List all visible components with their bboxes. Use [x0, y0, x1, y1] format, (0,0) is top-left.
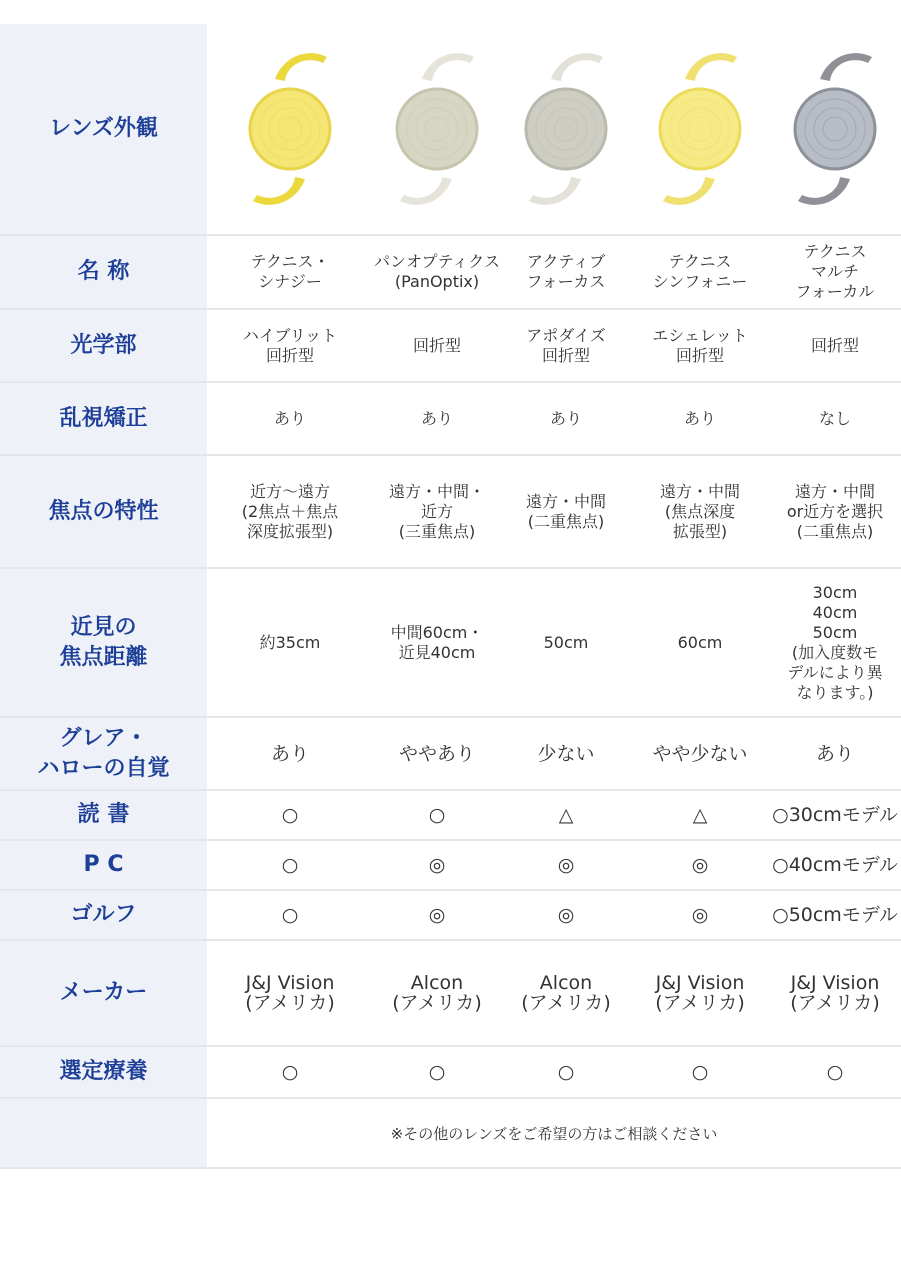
- table-cell: [207, 456, 373, 567]
- table-cell: [501, 941, 631, 1045]
- table-cell: [631, 569, 769, 716]
- row-header-label: レンズ外観: [49, 116, 158, 141]
- lens-lower-haptic: [529, 177, 581, 205]
- table-row: [0, 941, 901, 1047]
- table-cell: [631, 891, 769, 939]
- table-cell: [207, 791, 373, 839]
- table-cell: [373, 236, 501, 308]
- table-cell: [769, 841, 901, 889]
- table-cell-text: △: [692, 804, 708, 826]
- table-cell-text: ○: [428, 1061, 446, 1083]
- table-cell: [501, 310, 631, 381]
- table-cell-text: 回折型: [810, 335, 859, 355]
- table-cell: [769, 310, 901, 381]
- table-cell: [501, 791, 631, 839]
- table-cell-text: ○50cmモデル: [772, 904, 898, 926]
- table-cell: [373, 1047, 501, 1097]
- row-cells: [207, 841, 901, 889]
- row-header: [0, 1047, 207, 1097]
- table-cell: [207, 383, 373, 454]
- table-cell: [501, 383, 631, 454]
- table-cell: [769, 456, 901, 567]
- row-header: [0, 456, 207, 567]
- table-cell: [631, 310, 769, 381]
- row-header: [0, 718, 207, 789]
- lens-optic: [397, 89, 477, 169]
- table-cell-text: ○: [281, 804, 299, 826]
- table-cell: [769, 941, 901, 1045]
- row-header: [0, 791, 207, 839]
- table-cell-text: ○: [691, 1061, 709, 1083]
- lens-comparison-table: [0, 24, 901, 1169]
- row-header: [0, 310, 207, 381]
- table-cell: [769, 236, 901, 308]
- row-header: [0, 941, 207, 1045]
- row-cells: [207, 1047, 901, 1097]
- row-header-label: 選定療養: [59, 1059, 148, 1084]
- table-cell: [373, 891, 501, 939]
- table-cell-text: ○: [428, 804, 446, 826]
- row-header-label: ゴルフ: [70, 902, 137, 927]
- row-cells: [207, 456, 901, 567]
- table-cell-text: アポダイズ 回折型: [526, 325, 606, 365]
- table-cell-text: テクニス マルチ フォーカル: [795, 242, 875, 301]
- table-cell: [631, 718, 769, 789]
- table-cell-text: なし: [818, 408, 851, 428]
- table-cell: [207, 841, 373, 889]
- table-cell-text: ○30cmモデル: [772, 804, 898, 826]
- row-cells: [207, 383, 901, 454]
- table-cell: [501, 1047, 631, 1097]
- table-cell-text: あり: [549, 408, 582, 428]
- table-cell: [769, 718, 901, 789]
- note-text: ※その他のレンズをご希望の方はご相談ください: [390, 1124, 718, 1143]
- table-cell-text: 30cm 40cm 50cm (加入度数モ デルにより異 なります。): [787, 582, 883, 702]
- lens-optic: [660, 89, 740, 169]
- table-cell-text: J&J Vision (アメリカ): [790, 972, 880, 1014]
- table-cell-text: ◎: [557, 904, 575, 926]
- table-cell-text: ○: [826, 1061, 844, 1083]
- table-cell: [373, 841, 501, 889]
- table-cell-text: ◎: [428, 854, 446, 876]
- row-cells: [207, 236, 901, 308]
- table-row: [0, 456, 901, 569]
- row-header: [0, 383, 207, 454]
- table-cell-text: J&J Vision (アメリカ): [245, 972, 335, 1014]
- table-cell: [207, 1047, 373, 1097]
- table-cell: [207, 891, 373, 939]
- row-header-label: 焦点の特性: [48, 498, 159, 524]
- table-cell: [373, 941, 501, 1045]
- table-cell-text: 中間60cm・ 近見40cm: [390, 622, 484, 662]
- intraocular-lens-image: [382, 39, 492, 219]
- table-cell-text: ◎: [691, 854, 709, 876]
- table-row: [0, 891, 901, 941]
- table-row: [0, 236, 901, 310]
- intraocular-lens-image: [511, 39, 621, 219]
- row-cells: [207, 718, 901, 789]
- table-cell: [769, 791, 901, 839]
- intraocular-lens-image: [235, 39, 345, 219]
- table-cell: [373, 310, 501, 381]
- row-cells: [207, 310, 901, 381]
- table-cell-text: あり: [270, 742, 309, 765]
- table-cell: [631, 941, 769, 1045]
- lens-image-cell: [631, 24, 769, 234]
- lens-upper-haptic: [820, 53, 872, 81]
- table-cell: [631, 383, 769, 454]
- table-row: [0, 24, 901, 236]
- table-cell-text: 遠方・中間 or近方を選択 (二重焦点): [786, 481, 884, 541]
- table-cell-text: あり: [683, 408, 716, 428]
- lens-image-cell: [373, 24, 501, 234]
- lens-image-cell: [769, 24, 901, 234]
- table-cell-text: ◎: [557, 854, 575, 876]
- table-cell: [207, 569, 373, 716]
- note-row: [0, 1099, 901, 1169]
- table-cell: [769, 383, 901, 454]
- table-cell: [207, 718, 373, 789]
- row-header: [0, 236, 207, 308]
- row-header: [0, 24, 207, 234]
- table-cell: [501, 891, 631, 939]
- lens-upper-haptic: [275, 53, 327, 81]
- row-cells: [207, 569, 901, 716]
- table-cell: [373, 718, 501, 789]
- row-header-label: 光学部: [70, 332, 137, 358]
- lens-lower-haptic: [253, 177, 305, 205]
- row-header-label: 読 書: [77, 802, 130, 827]
- table-cell-text: ○: [281, 854, 299, 876]
- table-cell-text: J&J Vision (アメリカ): [655, 972, 745, 1014]
- lens-image-cell: [207, 24, 373, 234]
- table-cell: [769, 569, 901, 716]
- table-cell-text: パンオプティクス (PanOptix): [373, 252, 501, 291]
- table-cell-text: 遠方・中間 (焦点深度 拡張型): [659, 481, 740, 541]
- row-header-label: 乱視矯正: [59, 405, 148, 431]
- row-header: [0, 841, 207, 889]
- lens-lower-haptic: [798, 177, 850, 205]
- table-cell-text: 50cm: [543, 632, 589, 652]
- row-cells: [207, 891, 901, 939]
- table-cell-text: 60cm: [677, 632, 723, 652]
- table-cell: [631, 791, 769, 839]
- table-cell-text: ○: [557, 1061, 575, 1083]
- row-header: [0, 569, 207, 716]
- lens-optic: [795, 89, 875, 169]
- row-cells: [207, 24, 901, 234]
- table-cell: [501, 236, 631, 308]
- table-cell: [373, 569, 501, 716]
- lens-optic: [250, 89, 330, 169]
- table-cell: [501, 456, 631, 567]
- table-cell-text: ○: [281, 904, 299, 926]
- table-cell: [373, 456, 501, 567]
- table-cell: [373, 383, 501, 454]
- table-cell: [501, 569, 631, 716]
- table-row: [0, 383, 901, 456]
- table-row: [0, 310, 901, 383]
- table-cell: [207, 310, 373, 381]
- lens-optic: [526, 89, 606, 169]
- table-cell: [207, 236, 373, 308]
- table-cell-text: 遠方・中間 (二重焦点): [525, 491, 606, 531]
- table-cell-text: ◎: [428, 904, 446, 926]
- table-row: [0, 569, 901, 718]
- table-cell: [501, 718, 631, 789]
- row-header-label: メーカー: [59, 980, 148, 1005]
- table-cell-text: やや少ない: [652, 742, 748, 765]
- note-row-header: [0, 1099, 207, 1167]
- table-cell: [631, 841, 769, 889]
- table-row: [0, 1047, 901, 1099]
- lens-lower-haptic: [663, 177, 715, 205]
- table-cell: [631, 456, 769, 567]
- table-cell-text: Alcon (アメリカ): [521, 972, 611, 1014]
- table-cell-text: あり: [273, 408, 306, 428]
- row-header-label: P C: [83, 852, 124, 877]
- table-cell: [769, 1047, 901, 1097]
- intraocular-lens-image: [780, 39, 890, 219]
- table-cell-text: テクニス シンフォニー: [652, 252, 748, 291]
- table-cell-text: あり: [815, 742, 854, 765]
- intraocular-lens-image: [645, 39, 755, 219]
- table-cell-text: 近方〜遠方 (2焦点＋焦点 深度拡張型): [241, 481, 339, 541]
- table-row: [0, 841, 901, 891]
- row-header-label: 近見の 焦点距離: [59, 614, 148, 670]
- table-cell-text: 少ない: [537, 742, 595, 765]
- table-cell: [631, 236, 769, 308]
- table-row: [0, 718, 901, 791]
- lens-upper-haptic: [551, 53, 603, 81]
- table-cell-text: ハイブリット 回折型: [242, 325, 338, 365]
- table-cell-text: ○40cmモデル: [772, 854, 898, 876]
- lens-upper-haptic: [422, 53, 474, 81]
- table-cell-text: Alcon (アメリカ): [392, 972, 482, 1014]
- table-cell-text: 回折型: [412, 335, 461, 355]
- row-header-label: 名 称: [77, 259, 130, 284]
- table-cell-text: ややあり: [398, 742, 475, 765]
- table-cell-text: あり: [420, 408, 453, 428]
- row-cells: [207, 791, 901, 839]
- lens-image-cell: [501, 24, 631, 234]
- table-cell: [501, 841, 631, 889]
- table-cell-text: 遠方・中間・ 近方 (三重焦点): [388, 481, 485, 541]
- table-cell-text: ◎: [691, 904, 709, 926]
- table-row: [0, 791, 901, 841]
- table-cell-text: ○: [281, 1061, 299, 1083]
- lens-lower-haptic: [400, 177, 452, 205]
- table-cell-text: アクティブ フォーカス: [526, 252, 606, 291]
- table-cell: [631, 1047, 769, 1097]
- row-header-label: グレア・ ハローの自覚: [37, 725, 170, 781]
- table-cell-text: エシェレット 回折型: [652, 325, 748, 365]
- row-header: [0, 891, 207, 939]
- table-cell: [207, 941, 373, 1045]
- table-cell-text: △: [558, 804, 574, 826]
- table-cell-text: テクニス・ シナジー: [250, 252, 330, 291]
- table-cell: [373, 791, 501, 839]
- table-cell: [769, 891, 901, 939]
- row-cells: [207, 941, 901, 1045]
- lens-upper-haptic: [685, 53, 737, 81]
- table-cell-text: 約35cm: [259, 632, 321, 652]
